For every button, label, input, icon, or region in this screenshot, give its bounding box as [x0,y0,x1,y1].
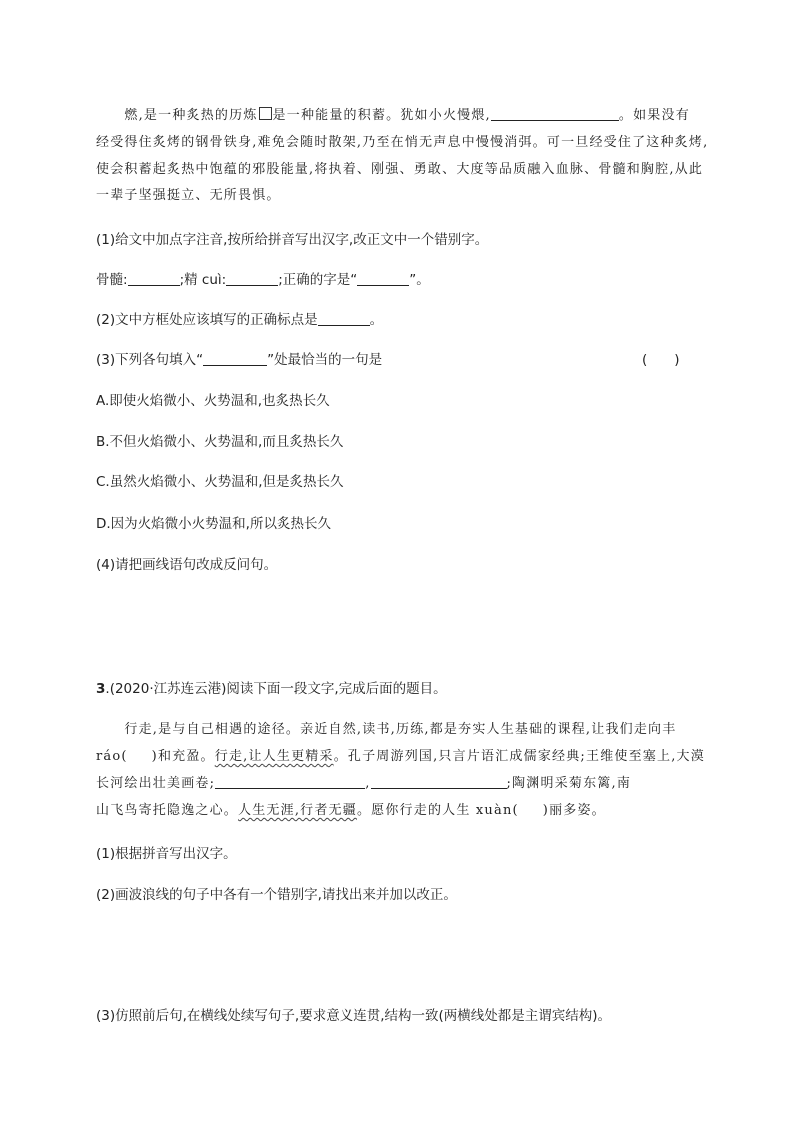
question-4-prompt: (4)请把画线语句改成反问句。 [96,557,278,573]
question-1-answer-line [96,268,430,288]
label: ;正确的字是“ [278,272,358,288]
passage2-text: )和充盈。 [151,749,215,764]
question-3 [96,348,382,368]
punctuation-box[interactable] [259,107,272,120]
answer-blank[interactable] [128,271,180,286]
answer-blank[interactable] [318,311,370,326]
question-2 [96,308,383,328]
fill-blank-2[interactable] [371,774,507,789]
passage2-line1: 行走,是与自己相遇的途径。亲近自然,读书,历练,都是夯实人生基础的课程,让我们走向丰 [96,722,677,737]
question-3-prompt-end: ”处最恰当的一句是 [267,352,383,368]
passage1-line4: 一辈子坚强挺立、无所畏惧。 [96,188,281,203]
reference-blank [203,351,267,366]
label: ”。 [409,272,430,288]
wavy-sentence-1: 行走,让人生更精采 [214,749,334,764]
answer-blank[interactable] [226,271,278,286]
comma: , [365,776,371,791]
problem-3-title: .(2020·江苏连云港)阅读下面一段文字,完成后面的题目。 [105,681,447,697]
answer-paren[interactable]: ( ) [642,352,680,368]
passage2-line3 [96,772,631,791]
pinyin-rao: ráo( [96,749,128,764]
passage2-text: 。孔子周游列国,只言片语汇成儒家经典;王维使至塞上,大漠 [333,749,705,764]
passage1-text: 燃,是一种炙热的历炼 [96,108,258,123]
passage1-line3: 使会积蓄起炙热中饱蕴的邪股能量,将执着、刚强、勇敢、大度等品质融入血脉、骨髓和胸腔,从此 [96,162,704,177]
problem-3-sub-2: (2)画波浪线的句子中各有一个错别字,请找出来并加以改正。 [96,887,457,903]
period: 。 [369,312,384,328]
passage1-line2: 经受得住炙烤的钢骨铁身,难免会随时散架,乃至在悄无声息中慢慢消弭。可一旦经受住了这种炙烤, [96,135,709,150]
label: ;精 cuì: [179,272,227,288]
problem-number: 3 [96,681,106,697]
fill-blank-1[interactable] [215,774,365,789]
passage2-line2 [96,745,705,764]
passage2-text: 山飞鸟寄托隐逸之心。 [96,803,239,818]
passage2-text: )丽多姿。 [542,803,606,818]
answer-blank[interactable] [357,271,409,286]
passage1-line1 [96,104,690,123]
option-b[interactable]: B.不但火焰微小、火势温和,而且炙热长久 [96,434,344,450]
pinyin-xuan: 。愿你行走的人生 xuàn( [356,803,519,818]
passage2-text: 长河绘出壮美画卷; [96,776,216,791]
question-2-prompt: (2)文中方框处应该填写的正确标点是 [96,312,318,328]
problem-3-sub-3: (3)仿照前后句,在横线处续写句子,要求意义连贯,结构一致(两横线处都是主谓宾结构)。 [96,1008,612,1024]
problem-3-sub-1: (1)根据拼音写出汉字。 [96,846,237,862]
passage2-text: ;陶渊明采菊东篱,南 [506,776,632,791]
option-c[interactable]: C.虽然火焰微小、火势温和,但是炙热长久 [96,474,344,490]
question-3-prompt: (3)下列各句填入“ [96,352,204,368]
passage1-text: 。如果没有 [618,108,690,123]
option-a[interactable]: A.即使火焰微小、火势温和,也炙热长久 [96,393,330,409]
passage2-line4 [96,799,606,818]
question-1-prompt: (1)给文中加点字注音,按所给拼音写出汉字,改正文中一个错别字。 [96,232,489,248]
option-d[interactable]: D.因为火焰微小火势温和,所以炙热长久 [96,516,331,532]
label: 骨髓: [96,272,128,288]
passage1-text: 是一种能量的积蓄。犹如小火慢煨, [272,108,491,123]
wavy-sentence-2: 人生无涯,行者无疆 [238,803,357,818]
problem-3-header [96,677,447,697]
fill-blank[interactable] [491,106,619,121]
